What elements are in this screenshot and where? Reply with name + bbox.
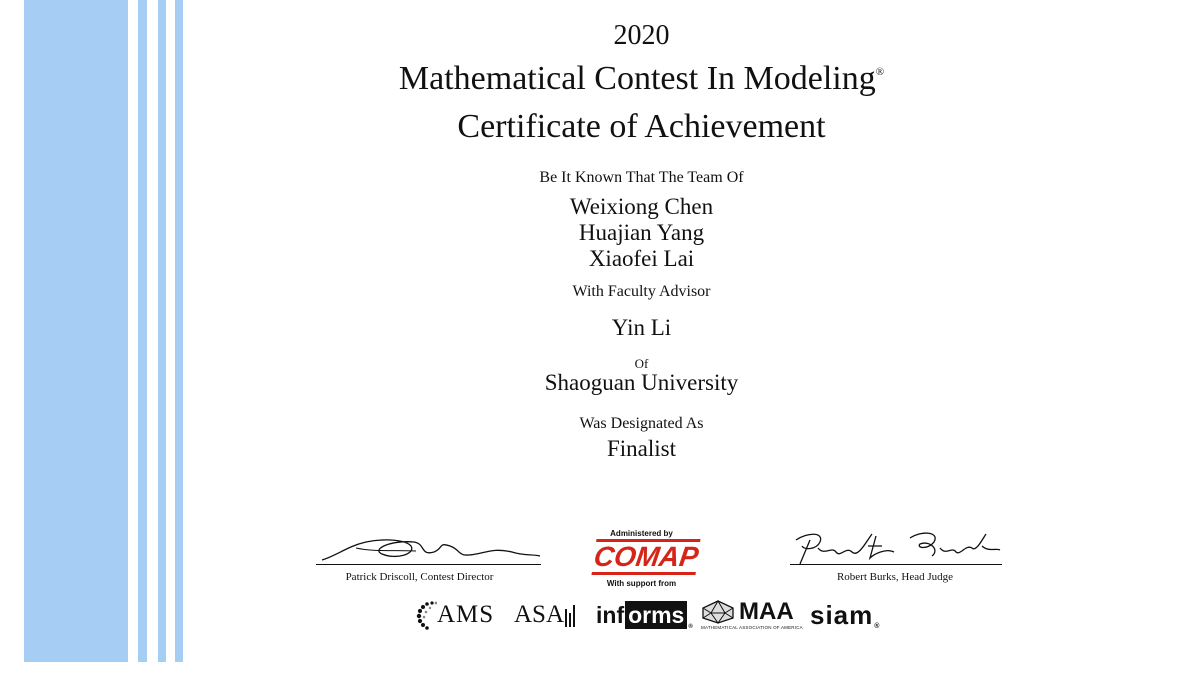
decorative-stripe [138, 0, 147, 662]
contest-director-label: Patrick Driscoll, Contest Director [345, 571, 494, 583]
team-member: Weixiong Chen [569, 194, 714, 219]
comap-logo [591, 537, 701, 577]
team-member: Huajian Yang [578, 220, 705, 245]
maa-subtitle: MATHEMATICAL ASSOCIATION OF AMERICA [701, 625, 803, 630]
head-judge-signature [790, 526, 1004, 568]
signature-line [790, 564, 1002, 565]
head-judge-label: Robert Burks, Head Judge [836, 571, 954, 583]
designation-value: Finalist [606, 436, 676, 461]
ams-logo-text: AMS [437, 601, 495, 628]
comap-logo-text: COMAP [591, 539, 700, 575]
decorative-stripe [24, 0, 128, 662]
maa-logo [701, 600, 803, 630]
asa-logo-text: ASA [514, 601, 565, 628]
asa-bars-icon [564, 603, 576, 627]
of-label: Of [634, 356, 649, 371]
asa-logo [514, 600, 576, 630]
maa-icosahedron-icon [701, 600, 735, 624]
decorative-stripe [158, 0, 166, 662]
university-name: Shaoguan University [544, 370, 739, 395]
informs-logo-box: orms [625, 601, 687, 629]
informs-logo [596, 600, 693, 630]
siam-logo-text: siam [810, 599, 874, 630]
ams-logo [415, 600, 494, 630]
advisor-name: Yin Li [611, 315, 672, 340]
informs-registered-mark: ® [688, 624, 693, 630]
siam-registered-mark: ® [874, 623, 881, 630]
support-label: With support from [606, 579, 677, 588]
designation-label: Was Designated As [579, 415, 704, 432]
registered-mark: ® [875, 66, 885, 78]
informs-logo-prefix: inf [596, 601, 625, 628]
siam-logo [810, 600, 880, 630]
administered-by-label: Administered by [610, 529, 673, 538]
decorative-stripe [175, 0, 183, 662]
contest-director-signature [316, 532, 546, 566]
signature-line [316, 564, 541, 565]
team-member: Xiaofei Lai [588, 246, 695, 271]
advisor-label: With Faculty Advisor [572, 283, 711, 300]
contest-name [183, 60, 1100, 98]
certificate-year: 2020 [613, 20, 670, 51]
maa-logo-text: MAA [739, 598, 794, 625]
certificate-title: Certificate of Achievement [457, 108, 826, 145]
ams-dots-icon [415, 600, 437, 630]
contest-name-text: Mathematical Contest In Modeling [398, 60, 876, 97]
team-intro: Be It Known That The Team Of [539, 169, 744, 186]
